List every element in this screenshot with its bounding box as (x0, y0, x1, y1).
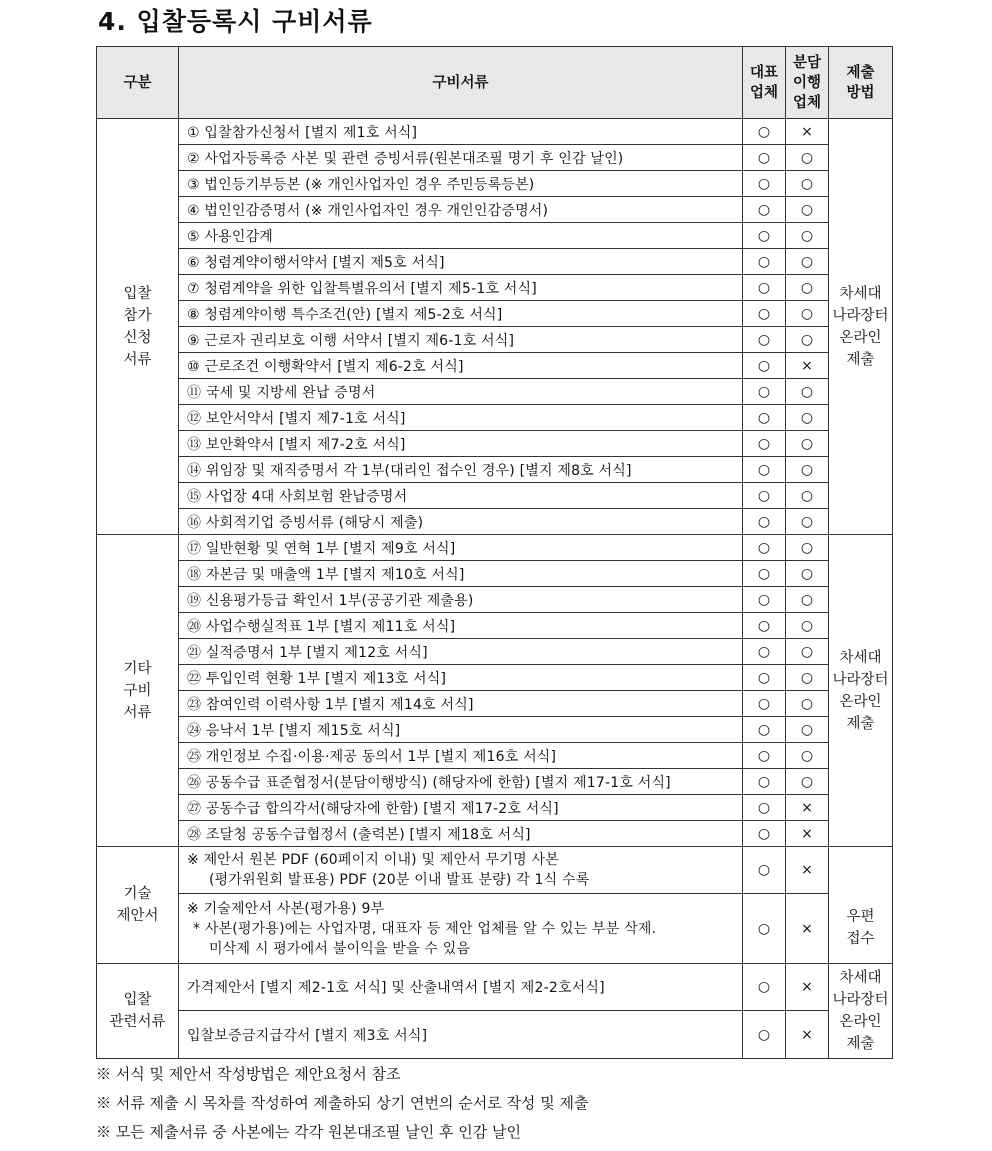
document-item: ⑳ 사업수행실적표 1부 [별지 제11호 서식] (179, 613, 743, 639)
share-mark: ○ (786, 457, 829, 483)
lead-mark: ○ (743, 353, 786, 379)
lead-mark: ○ (743, 145, 786, 171)
document-item: ⑥ 청렴계약이행서약서 [별지 제5호 서식] (179, 249, 743, 275)
lead-mark: ○ (743, 327, 786, 353)
document-item: ㉑ 실적증명서 1부 [별지 제12호 서식] (179, 639, 743, 665)
document-item: ⑫ 보안서약서 [별지 제7-1호 서식] (179, 405, 743, 431)
document-item: ㉕ 개인정보 수집·이용·제공 동의서 1부 [별지 제16호 서식] (179, 743, 743, 769)
lead-mark: ○ (743, 1011, 786, 1059)
lead-mark: ○ (743, 483, 786, 509)
footnote: ※ 서류 제출 시 목차를 작성하여 제출하되 상기 연번의 순서로 작성 및 제출 (96, 1094, 589, 1112)
share-mark: ○ (786, 327, 829, 353)
table-row (97, 717, 893, 743)
lead-mark: ○ (743, 171, 786, 197)
lead-mark: ○ (743, 379, 786, 405)
required-documents-table (96, 46, 893, 1059)
header-category: 구분 (97, 47, 179, 119)
share-mark: × (786, 964, 829, 1011)
table-row (97, 249, 893, 275)
lead-mark: ○ (743, 509, 786, 535)
share-mark: ○ (786, 249, 829, 275)
share-mark: × (786, 1011, 829, 1059)
table-row (97, 301, 893, 327)
document-item: ⑨ 근로자 권리보호 이행 서약서 [별지 제6-1호 서식] (179, 327, 743, 353)
table-row (97, 197, 893, 223)
bid-item-guarantee: 입찰보증금지급각서 [별지 제3호 서식] (179, 1011, 743, 1059)
section-title: 4. 입찰등록시 구비서류 (98, 7, 373, 36)
table-row (97, 587, 893, 613)
footnote: ※ 모든 제출서류 중 사본에는 각각 원본대조필 날인 후 인감 날인 (96, 1123, 521, 1141)
document-item: ② 사업자등록증 사본 및 관련 증빙서류(원본대조필 명기 후 인감 날인) (179, 145, 743, 171)
share-mark: ○ (786, 301, 829, 327)
table-row (97, 769, 893, 795)
lead-mark: ○ (743, 249, 786, 275)
share-mark: ○ (786, 145, 829, 171)
lead-mark: ○ (743, 535, 786, 561)
lead-mark: ○ (743, 743, 786, 769)
document-item: ① 입찰참가신청서 [별지 제1호 서식] (179, 119, 743, 145)
table-row (97, 821, 893, 847)
share-mark: × (786, 821, 829, 847)
document-item: ⑮ 사업장 4대 사회보험 완납증명서 (179, 483, 743, 509)
category-cell: 입찰 참가 신청 서류 (97, 119, 179, 535)
method-online: 차세대 나라장터 온라인 제출 (829, 964, 893, 1059)
lead-mark: ○ (743, 639, 786, 665)
lead-mark: ○ (743, 197, 786, 223)
share-mark: ○ (786, 665, 829, 691)
table-row (97, 379, 893, 405)
lead-mark: ○ (743, 405, 786, 431)
table-row (97, 431, 893, 457)
category-tech-proposal: 기술 제안서 (97, 847, 179, 964)
table-row (97, 223, 893, 249)
lead-mark: ○ (743, 894, 786, 964)
share-mark: ○ (786, 275, 829, 301)
document-item: ⑪ 국세 및 지방세 완납 증명서 (179, 379, 743, 405)
share-mark: ○ (786, 613, 829, 639)
table-row (97, 613, 893, 639)
document-item: ㉓ 참여인력 이력사항 1부 [별지 제14호 서식] (179, 691, 743, 717)
document-item: ⑭ 위임장 및 재직증명서 각 1부(대리인 접수인 경우) [별지 제8호 서식] (179, 457, 743, 483)
share-mark: ○ (786, 717, 829, 743)
share-mark: ○ (786, 561, 829, 587)
header-documents: 구비서류 (179, 47, 743, 119)
tech-item-copy: ※ 기술제안서 사본(평가용) 9부 * 사본(평가용)에는 사업자명, 대표자 등 제안 업체를 알 수 있는 부분 삭제. 미삭제 시 평가에서 불이익을 받을 수 있음 (179, 894, 743, 964)
category-bid-docs: 입찰 관련서류 (97, 964, 179, 1059)
lead-mark: ○ (743, 301, 786, 327)
footnote: ※ 서식 및 제안서 작성방법은 제안요청서 참조 (96, 1065, 401, 1083)
table-row (97, 561, 893, 587)
lead-mark: ○ (743, 769, 786, 795)
table-row (97, 847, 893, 894)
share-mark: × (786, 847, 829, 894)
table-row (97, 483, 893, 509)
share-mark: ○ (786, 639, 829, 665)
document-item: ⑤ 사용인감계 (179, 223, 743, 249)
document-item: ⑩ 근로조건 이행확약서 [별지 제6-2호 서식] (179, 353, 743, 379)
share-mark: ○ (786, 743, 829, 769)
table-row (97, 327, 893, 353)
table-row (97, 639, 893, 665)
document-item: ⑰ 일반현황 및 연혁 1부 [별지 제9호 서식] (179, 535, 743, 561)
method-postal: 우편 접수 (829, 894, 893, 964)
lead-mark: ○ (743, 613, 786, 639)
document-item: ④ 법인인감증명서 (※ 개인사업자인 경우 개인인감증명서) (179, 197, 743, 223)
table-row (97, 894, 893, 964)
lead-mark: ○ (743, 275, 786, 301)
share-mark: ○ (786, 691, 829, 717)
method-online: 차세대 나라장터 온라인 제출 (829, 535, 893, 847)
table-row (97, 665, 893, 691)
share-mark: ○ (786, 769, 829, 795)
lead-mark: ○ (743, 964, 786, 1011)
share-mark: ○ (786, 223, 829, 249)
lead-mark: ○ (743, 587, 786, 613)
share-mark: ○ (786, 171, 829, 197)
share-mark: ○ (786, 405, 829, 431)
table-header-row (97, 47, 893, 119)
lead-mark: ○ (743, 223, 786, 249)
header-method: 제출 방법 (829, 47, 893, 119)
method-blank (829, 847, 893, 894)
document-item: ⑯ 사회적기업 증빙서류 (해당시 제출) (179, 509, 743, 535)
table-row (97, 743, 893, 769)
table-row (97, 119, 893, 145)
document-item: ㉔ 응낙서 1부 [별지 제15호 서식] (179, 717, 743, 743)
method-online: 차세대 나라장터 온라인 제출 (829, 119, 893, 535)
lead-mark: ○ (743, 431, 786, 457)
document-item: ㉖ 공동수급 표준협정서(분담이행방식) (해당자에 한함) [별지 제17-1호 서식] (179, 769, 743, 795)
share-mark: ○ (786, 535, 829, 561)
share-mark: × (786, 894, 829, 964)
lead-mark: ○ (743, 119, 786, 145)
table-row (97, 405, 893, 431)
lead-mark: ○ (743, 821, 786, 847)
header-lead-company: 대표 업체 (743, 47, 786, 119)
share-mark: ○ (786, 483, 829, 509)
document-item: ㉗ 공동수급 합의각서(해당자에 한함) [별지 제17-2호 서식] (179, 795, 743, 821)
bid-item-price: 가격제안서 [별지 제2-1호 서식] 및 산출내역서 [별지 제2-2호서식] (179, 964, 743, 1011)
table-row (97, 535, 893, 561)
lead-mark: ○ (743, 847, 786, 894)
document-item: ⑲ 신용평가등급 확인서 1부(공공기관 제출용) (179, 587, 743, 613)
share-mark: × (786, 119, 829, 145)
category-cell: 기타 구비 서류 (97, 535, 179, 847)
document-item: ③ 법인등기부등본 (※ 개인사업자인 경우 주민등록등본) (179, 171, 743, 197)
document-item: ⑱ 자본금 및 매출액 1부 [별지 제10호 서식] (179, 561, 743, 587)
table-row (97, 1011, 893, 1059)
footnotes (96, 1064, 588, 1151)
tech-item-original: ※ 제안서 원본 PDF (60페이지 이내) 및 제안서 무기명 사본 (평가위원회 발표용) PDF (20분 이내 발표 분량) 각 1식 수록 (179, 847, 743, 894)
share-mark: ○ (786, 197, 829, 223)
table-row (97, 795, 893, 821)
share-mark: × (786, 795, 829, 821)
document-item: ㉘ 조달청 공동수급협정서 (출력본) [별지 제18호 서식] (179, 821, 743, 847)
lead-mark: ○ (743, 795, 786, 821)
header-share-company: 분담 이행 업체 (786, 47, 829, 119)
table-row (97, 964, 893, 1011)
share-mark: × (786, 353, 829, 379)
table-row (97, 457, 893, 483)
table-row (97, 353, 893, 379)
document-item: ⑧ 청렴계약이행 특수조건(안) [별지 제5-2호 서식] (179, 301, 743, 327)
table-row (97, 691, 893, 717)
lead-mark: ○ (743, 665, 786, 691)
document-item: ㉒ 투입인력 현황 1부 [별지 제13호 서식] (179, 665, 743, 691)
share-mark: ○ (786, 431, 829, 457)
share-mark: ○ (786, 379, 829, 405)
lead-mark: ○ (743, 561, 786, 587)
document-item: ⑬ 보안확약서 [별지 제7-2호 서식] (179, 431, 743, 457)
share-mark: ○ (786, 587, 829, 613)
share-mark: ○ (786, 509, 829, 535)
table-row (97, 509, 893, 535)
lead-mark: ○ (743, 691, 786, 717)
document-item: ⑦ 청렴계약을 위한 입찰특별유의서 [별지 제5-1호 서식] (179, 275, 743, 301)
lead-mark: ○ (743, 457, 786, 483)
table-row (97, 145, 893, 171)
lead-mark: ○ (743, 717, 786, 743)
table-row (97, 171, 893, 197)
table-row (97, 275, 893, 301)
